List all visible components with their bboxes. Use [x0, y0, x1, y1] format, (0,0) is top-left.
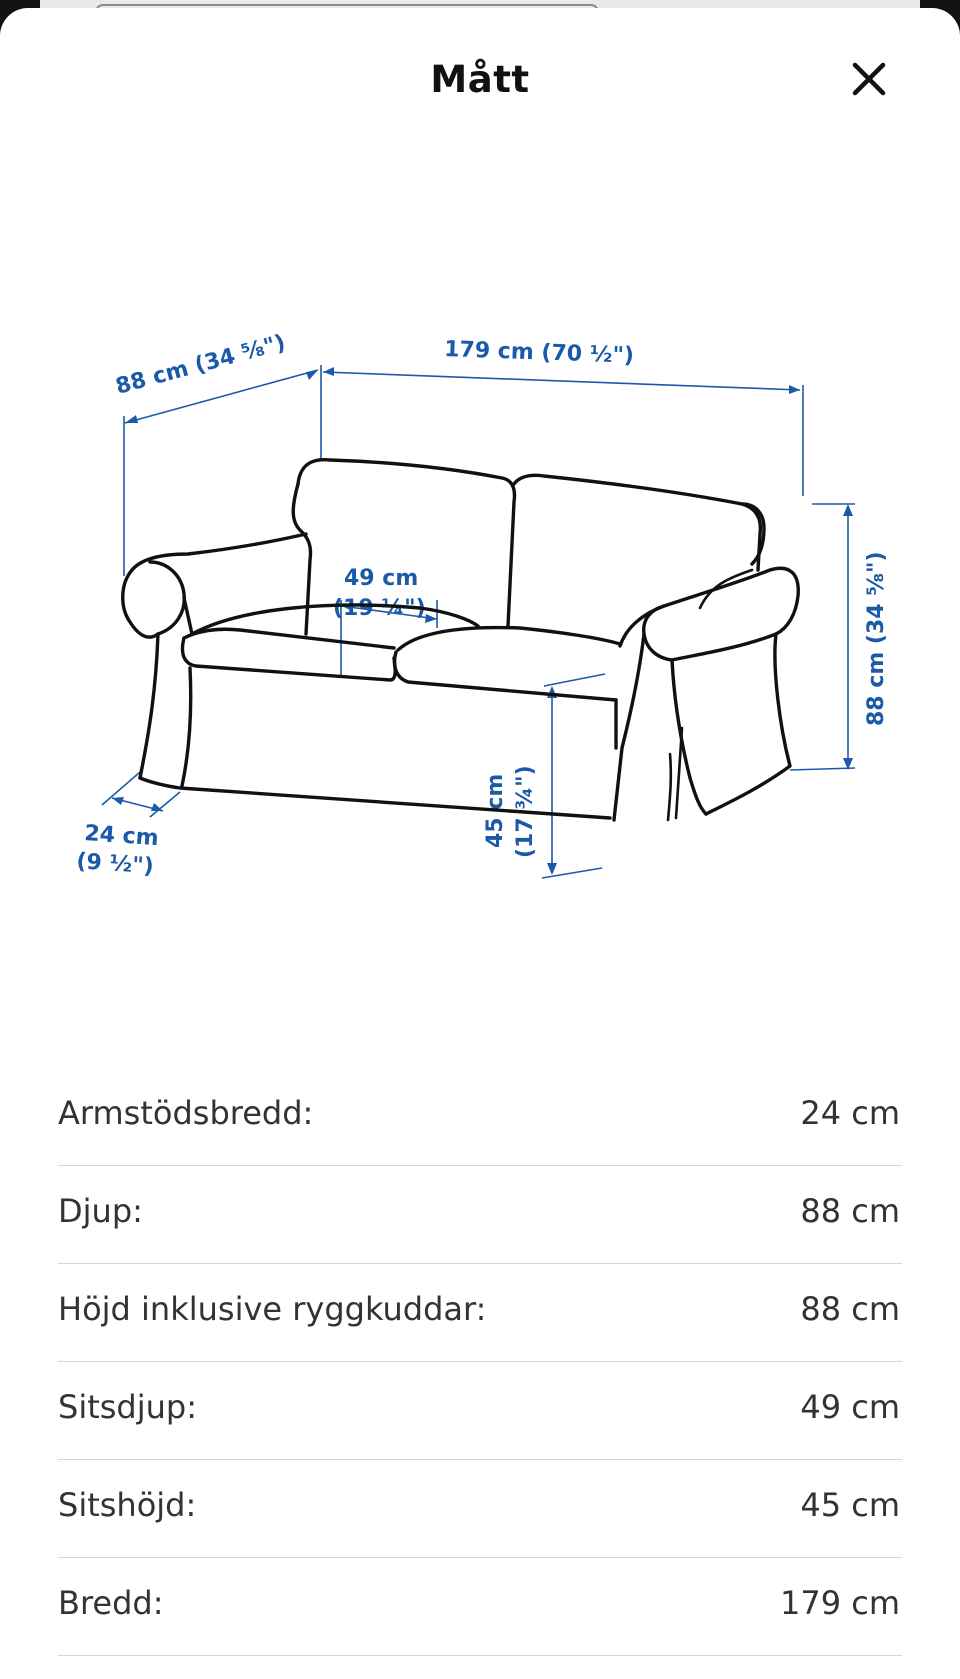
spec-value: 49 cm: [800, 1388, 900, 1426]
spec-label: Höjd inklusive ryggkuddar:: [58, 1290, 487, 1328]
arm-width-label-cm: 24 cm: [83, 821, 160, 852]
spec-row-width: [58, 1558, 902, 1656]
dimensions-sheet: [0, 8, 960, 1679]
seat-height-dimension: [483, 674, 605, 878]
spec-row-seat-depth: [58, 1362, 902, 1460]
seat-height-label-in: (17 ¾"): [513, 765, 538, 858]
spec-row-height: [58, 1264, 902, 1362]
spec-row-depth: [58, 1166, 902, 1264]
sofa-drawing: [123, 460, 799, 820]
spec-label: Sitshöjd:: [58, 1486, 197, 1524]
spec-row-arm-width: [58, 1068, 902, 1166]
seat-height-label-cm: 45 cm: [483, 773, 508, 848]
height-label: 88 cm (34 ⅝"): [864, 551, 889, 726]
seat-depth-label-in: (19 ¼"): [333, 596, 426, 621]
spec-label: Bredd:: [58, 1584, 164, 1622]
arm-width-dimension: [76, 772, 180, 879]
close-icon: [846, 56, 892, 102]
spec-row-seat-height: [58, 1460, 902, 1558]
seat-depth-label-cm: 49 cm: [344, 566, 419, 591]
height-dimension: [790, 504, 889, 770]
arm-width-label-in: (9 ½"): [75, 849, 155, 880]
spec-value: 45 cm: [800, 1486, 900, 1524]
spec-label: Sitsdjup:: [58, 1388, 197, 1426]
width-dimension: [323, 337, 803, 496]
width-label: 179 cm (70 ½"): [443, 337, 635, 369]
dimensions-spec-list: [58, 1068, 902, 1656]
spec-value: 24 cm: [800, 1094, 900, 1132]
sheet-title: Mått: [430, 58, 530, 101]
spec-value: 88 cm: [800, 1290, 900, 1328]
spec-label: Armstödsbredd:: [58, 1094, 314, 1132]
spec-value: 88 cm: [800, 1192, 900, 1230]
spec-value: 179 cm: [779, 1584, 900, 1622]
sofa-dimension-diagram: [0, 308, 960, 928]
close-button[interactable]: [846, 56, 892, 102]
spec-label: Djup:: [58, 1192, 143, 1230]
seat-depth-dimension: [333, 566, 437, 678]
sheet-header: [0, 8, 960, 148]
depth-label: 88 cm (34 ⅝"): [113, 330, 289, 400]
